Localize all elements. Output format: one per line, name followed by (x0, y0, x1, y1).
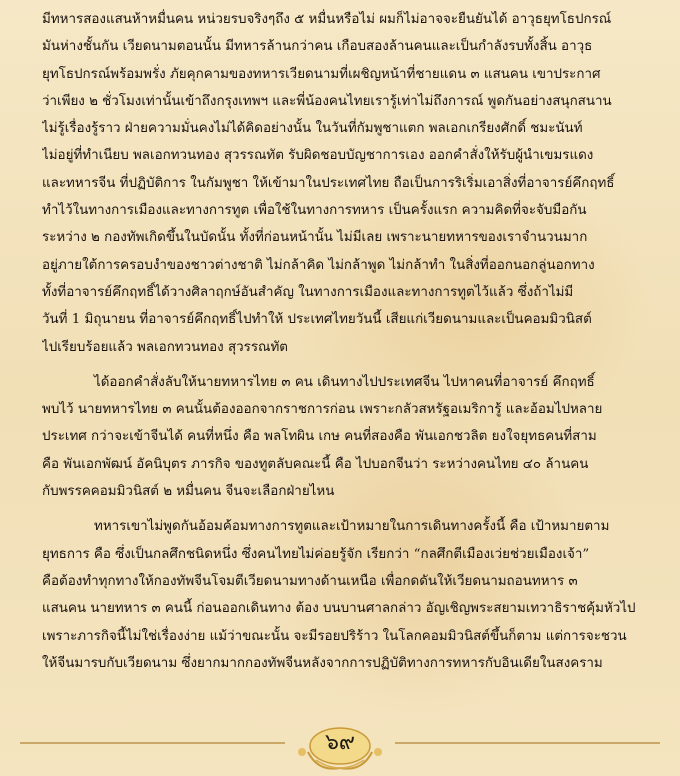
text-line: ว่าเพียง ๒ ชั่วโมงเท่านั้นเข้าถึงกรุงเทพฯ และพี่น้องคนไทยเรารู้เท่าไม่ถึงการณ์ พูดกันอย่างสนุกสนาน (42, 93, 612, 109)
text-line: ยุทโธปกรณ์พร้อมพรั่ง ภัยคุกคามของทหารเวียดนามที่เผชิญหน้าที่ชายแดน ๓ แสนคน เขาประกาศ (42, 66, 601, 82)
text-line: เพราะภารกิจนี้ไม่ใช่เรื่องง่าย แม้ว่าขณะนั้น จะมีรอยปริร้าว ในโลกคอมมิวนิสต์ขึ้นก็ตาม แต่การจะชวน (42, 628, 627, 644)
text-line: ไปเรียบร้อยแล้ว พลเอกทวนทอง สุวรรณทัต (42, 339, 288, 355)
text-line: มีทหารสองแสนห้าหมื่นคน หน่วยรบจริงๆถึง ๕ หมื่นหรือไม่ ผมก็ไม่อาจจะยืนยันได้ อาวุธยุทโธปกรณ์ (42, 12, 612, 27)
text-line: กับพรรคคอมมิวนิสต์ ๒ หมื่นคน จีนจะเลือกฝ่ายไหน (42, 484, 335, 500)
text-line: ไม่อยู่ที่ทำเนียบ พลเอกทวนทอง สุวรรณทัต รับผิดชอบบัญชาการเอง ออกคำสั่งให้รับผู้นำเขมรแดง (42, 148, 594, 164)
text-line: พบไว้ นายทหารไทย ๓ คนนั้นต้องออกจากราชการก่อน เพราะกลัวสหรัฐอเมริการู้ และอ้อมไปหลาย (42, 402, 603, 418)
footer-divider-left (20, 742, 285, 744)
text-line: คือต้องทำทุกทางให้กองทัพจีนโจมตีเวียดนามทางด้านเหนือ เพื่อกดดันให้เวียดนามถอนทหาร ๓ (42, 573, 578, 589)
page-number: ๖๙ (324, 730, 356, 755)
text-line: ประเทศ กว่าจะเข้าจีนได้ คนที่หนึ่ง คือ พลโทผิน เกษ คนที่สองคือ พันเอกชวลิต ยงใจยุทธคนที่สาม (42, 429, 597, 445)
text-line: มันห่างชั้นกัน เวียดนามตอนนั้น มีทหารล้านกว่าคน เกือบสองล้านคนและเป็นกำลังรบทั้งสิ้น อาวุธ (42, 39, 593, 55)
text-line: วันที่ 1 มิถุนายน ที่อาจารย์คึกฤทธิ์ไปทำให้ ประเทศไทยวันนี้ เสียแก่เวียดนามและเป็นคอมมิวนิสต์ (42, 312, 592, 328)
text-line: ทั้งที่อาจารย์คึกฤทธิ์ได้วางศิลาฤกษ์อันสำคัญ ในทางการเมืองและทางการทูตไว้แล้ว ซึ่งถ้าไม่มี (42, 284, 574, 300)
text-line: อยู่ภายใต้การครอบงำของชาวต่างชาติ ไม่กล้าคิด ไม่กล้าพูด ไม่กล้าทำ ในสิ่งที่ออกนอกลู่นอกทาง (42, 257, 595, 273)
body-text (42, 6, 650, 677)
text-line: ให้จีนมารบกับเวียดนาม ซึ่งยากมากกองทัพจีนหลังจากการปฏิบัติทางการทหารกับอินเดียในสงคราม (42, 655, 603, 671)
paragraph-start-line: ทหารเขาไม่พูดกันอ้อมค้อมทางการทูตและเป้าหมายในการเดินทางครั้งนี้ คือ เป้าหมายตาม (94, 519, 610, 535)
page-footer (0, 720, 680, 776)
text-line: ระหว่าง ๒ กองทัพเกิดขึ้นในบัดนั้น ทั้งที่ก่อนหน้านั้น ไม่มีเลย เพราะนายทหารของเราจำนวนมาก (42, 230, 588, 246)
text-line: ยุทธการ คือ ซึ่งเป็นกลศึกชนิดหนึ่ง ซึ่งคนไทยไม่ค่อยรู้จัก เรียกว่า “กลศึกตีเมืองเว่ยช่วยเมืองเจ้า” (42, 546, 590, 562)
text-line: คือ พันเอกพัฒน์ อัคนิบุตร ภารกิจ ของทูตลับคณะนี้ คือ ไปบอกจีนว่า ระหว่างคนไทย ๔๐ ล้านคน (42, 456, 589, 472)
text-line: แสนคน นายทหาร ๓ คนนี้ ก่อนออกเดินทาง ต้อง บนบานศาลกล่าว อัญเชิญพระสยามเทวาธิราชคุ้มหัวไป (42, 601, 636, 617)
text-line: และทหารจีน ที่ปฏิบัติการ ในกัมพูชา ให้เข้ามาในประเทศไทย ถือเป็นการริเริ่มเอาสิ่งที่อาจารย์คึกฤทธิ์ (42, 175, 615, 191)
text-line: ทำไว้ในทางการเมืองและทางการทูต เพื่อใช้ในทางการทหาร เป็นครั้งแรก ความคิดที่จะจับมือกัน (42, 203, 587, 219)
paragraph-start-line: ได้ออกคำสั่งลับให้นายทหารไทย ๓ คน เดินทางไปประเทศจีน ไปหาคนที่อาจารย์ คึกฤทธิ์ (94, 374, 595, 390)
footer-divider-right (395, 742, 660, 744)
text-line: ไม่รู้เรื่องรู้ราว ฝ่ายความมั่นคงไม่ได้คิดอย่างนั้น ในวันที่กัมพูชาแตก พลเอกเกรียงศักดิ์ ชมะนันท์ (42, 121, 583, 137)
